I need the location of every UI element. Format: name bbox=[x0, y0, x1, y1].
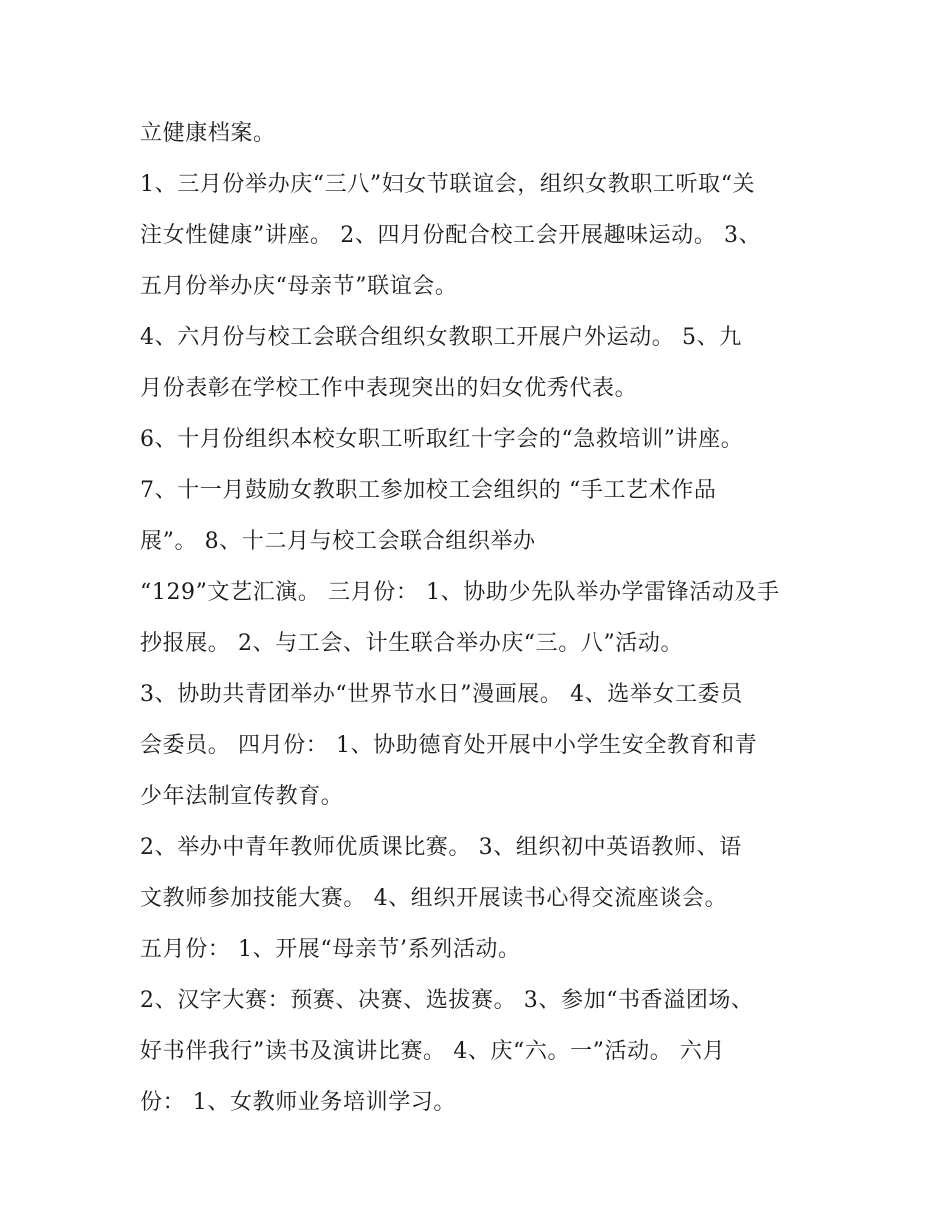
text-line: 立健康档案。 bbox=[140, 121, 276, 146]
text-line: 3、协助共青团举办“世界节水日”漫画展。 4、选举女工委员 bbox=[140, 682, 743, 707]
text-line: 文教师参加技能大赛。 4、组织开展读书心得交流座谈会。 bbox=[140, 886, 728, 911]
document-body bbox=[140, 108, 830, 1128]
text-line: 五月份举办庆“母亲节”联谊会。 bbox=[140, 274, 458, 299]
text-line: 五月份： 1、开展“母亲节’系列活动。 bbox=[140, 937, 521, 962]
text-line: 2、汉字大赛：预赛、决赛、选拔赛。 3、参加“书香溢团场、 bbox=[140, 988, 754, 1013]
text-line: 抄报展。 2、与工会、计生联合举办庆“三。八”活动。 bbox=[140, 631, 684, 656]
text-line: 好书伴我行”读书及演讲比赛。 4、庆“六。一”活动。 六月 bbox=[140, 1039, 726, 1064]
text-line: 4、六月份与校工会联合组织女教职工开展户外运动。 5、九 bbox=[140, 325, 742, 350]
text-line: 展”。 8、十二月与校工会联合组织举办 bbox=[140, 529, 536, 554]
text-line: 7、十一月鼓励女教职工参加校工会组织的 “手工艺术作品 bbox=[140, 478, 717, 503]
text-line: 6、十月份组织本校女职工听取红十字会的“急救培训”讲座。 bbox=[140, 427, 744, 452]
text-line: 月份表彰在学校工作中表现突出的妇女优秀代表。 bbox=[140, 376, 638, 401]
text-line: 2、举办中青年教师优质课比赛。 3、组织初中英语教师、语 bbox=[140, 835, 742, 860]
text-line: 少年法制宣传教育。 bbox=[140, 784, 344, 809]
text-line: 1、三月份举办庆“三八”妇女节联谊会，组织女教职工听取“关 bbox=[140, 172, 756, 197]
text-line: “129”文艺汇演。 三月份： 1、协助少先队举办学雷锋活动及手 bbox=[140, 580, 780, 605]
text-line: 注女性健康”讲座。 2、四月份配合校工会开展趣味运动。 3、 bbox=[140, 223, 762, 248]
text-line: 会委员。 四月份： 1、协助德育处开展中小学生安全教育和青 bbox=[140, 733, 758, 758]
text-line: 份： 1、女教师业务培训学习。 bbox=[140, 1090, 456, 1115]
